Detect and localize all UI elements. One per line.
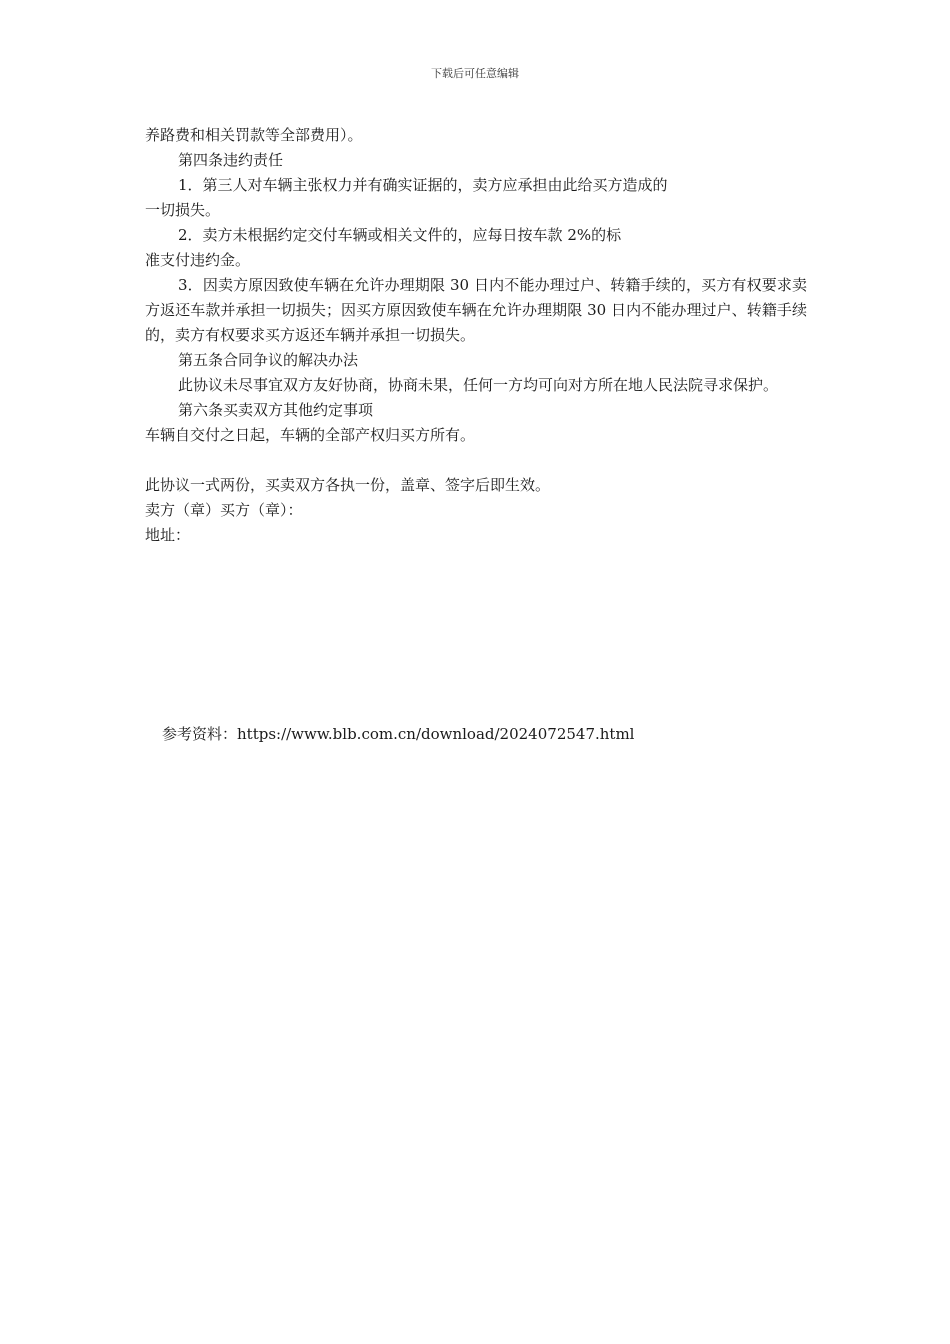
article-6-body: 车辆自交付之日起，车辆的全部产权归买方所有。 xyxy=(145,426,476,444)
contract-body xyxy=(145,123,807,548)
seal-line: 卖方（章）买方（章）： xyxy=(145,501,303,519)
page-header-note: 下载后可任意编辑 xyxy=(431,67,519,80)
article-5-body: 此协议未尽事宜双方友好协商，协商未果，任何一方均可向对方所在地人民法院寻求保护。 xyxy=(178,376,779,394)
reference-link-text: 参考资料：https://www.blb.com.cn/download/2024072547.html xyxy=(162,725,635,743)
article-4-item-1-cont: 一切损失。 xyxy=(145,201,221,219)
article-4-item-2: 2．卖方未根据约定交付车辆或相关文件的，应每日按车款 2%的标 xyxy=(178,226,622,244)
article-6-title: 第六条买卖双方其他约定事项 xyxy=(178,401,374,419)
blank-line xyxy=(145,448,807,473)
article-5-title: 第五条合同争议的解决办法 xyxy=(178,351,359,369)
copies-clause: 此协议一式两份，买卖双方各执一份，盖章、签字后即生效。 xyxy=(145,476,551,494)
article-4-title: 第四条违约责任 xyxy=(178,151,284,169)
text-line-fees: 养路费和相关罚款等全部费用）。 xyxy=(145,126,363,144)
address-line: 地址： xyxy=(145,526,191,544)
article-4-item-2-cont: 准支付违约金。 xyxy=(145,251,251,269)
article-4-item-3-text: 3．因卖方原因致使车辆在允许办理期限 30 日内不能办理过户、转籍手续的，买方有权要求卖方返还车款并承担一切损失；因买方原因致使车辆在允许办理期限 30 日内不能办理过户、转籍手续的，卖方有权要求买方返还车辆并承担一切损失。 xyxy=(145,276,807,344)
article-4-item-1: 1．第三人对车辆主张权力并有确实证据的，卖方应承担由此给买方造成的 xyxy=(178,176,668,194)
article-4-item-3 xyxy=(145,273,807,348)
